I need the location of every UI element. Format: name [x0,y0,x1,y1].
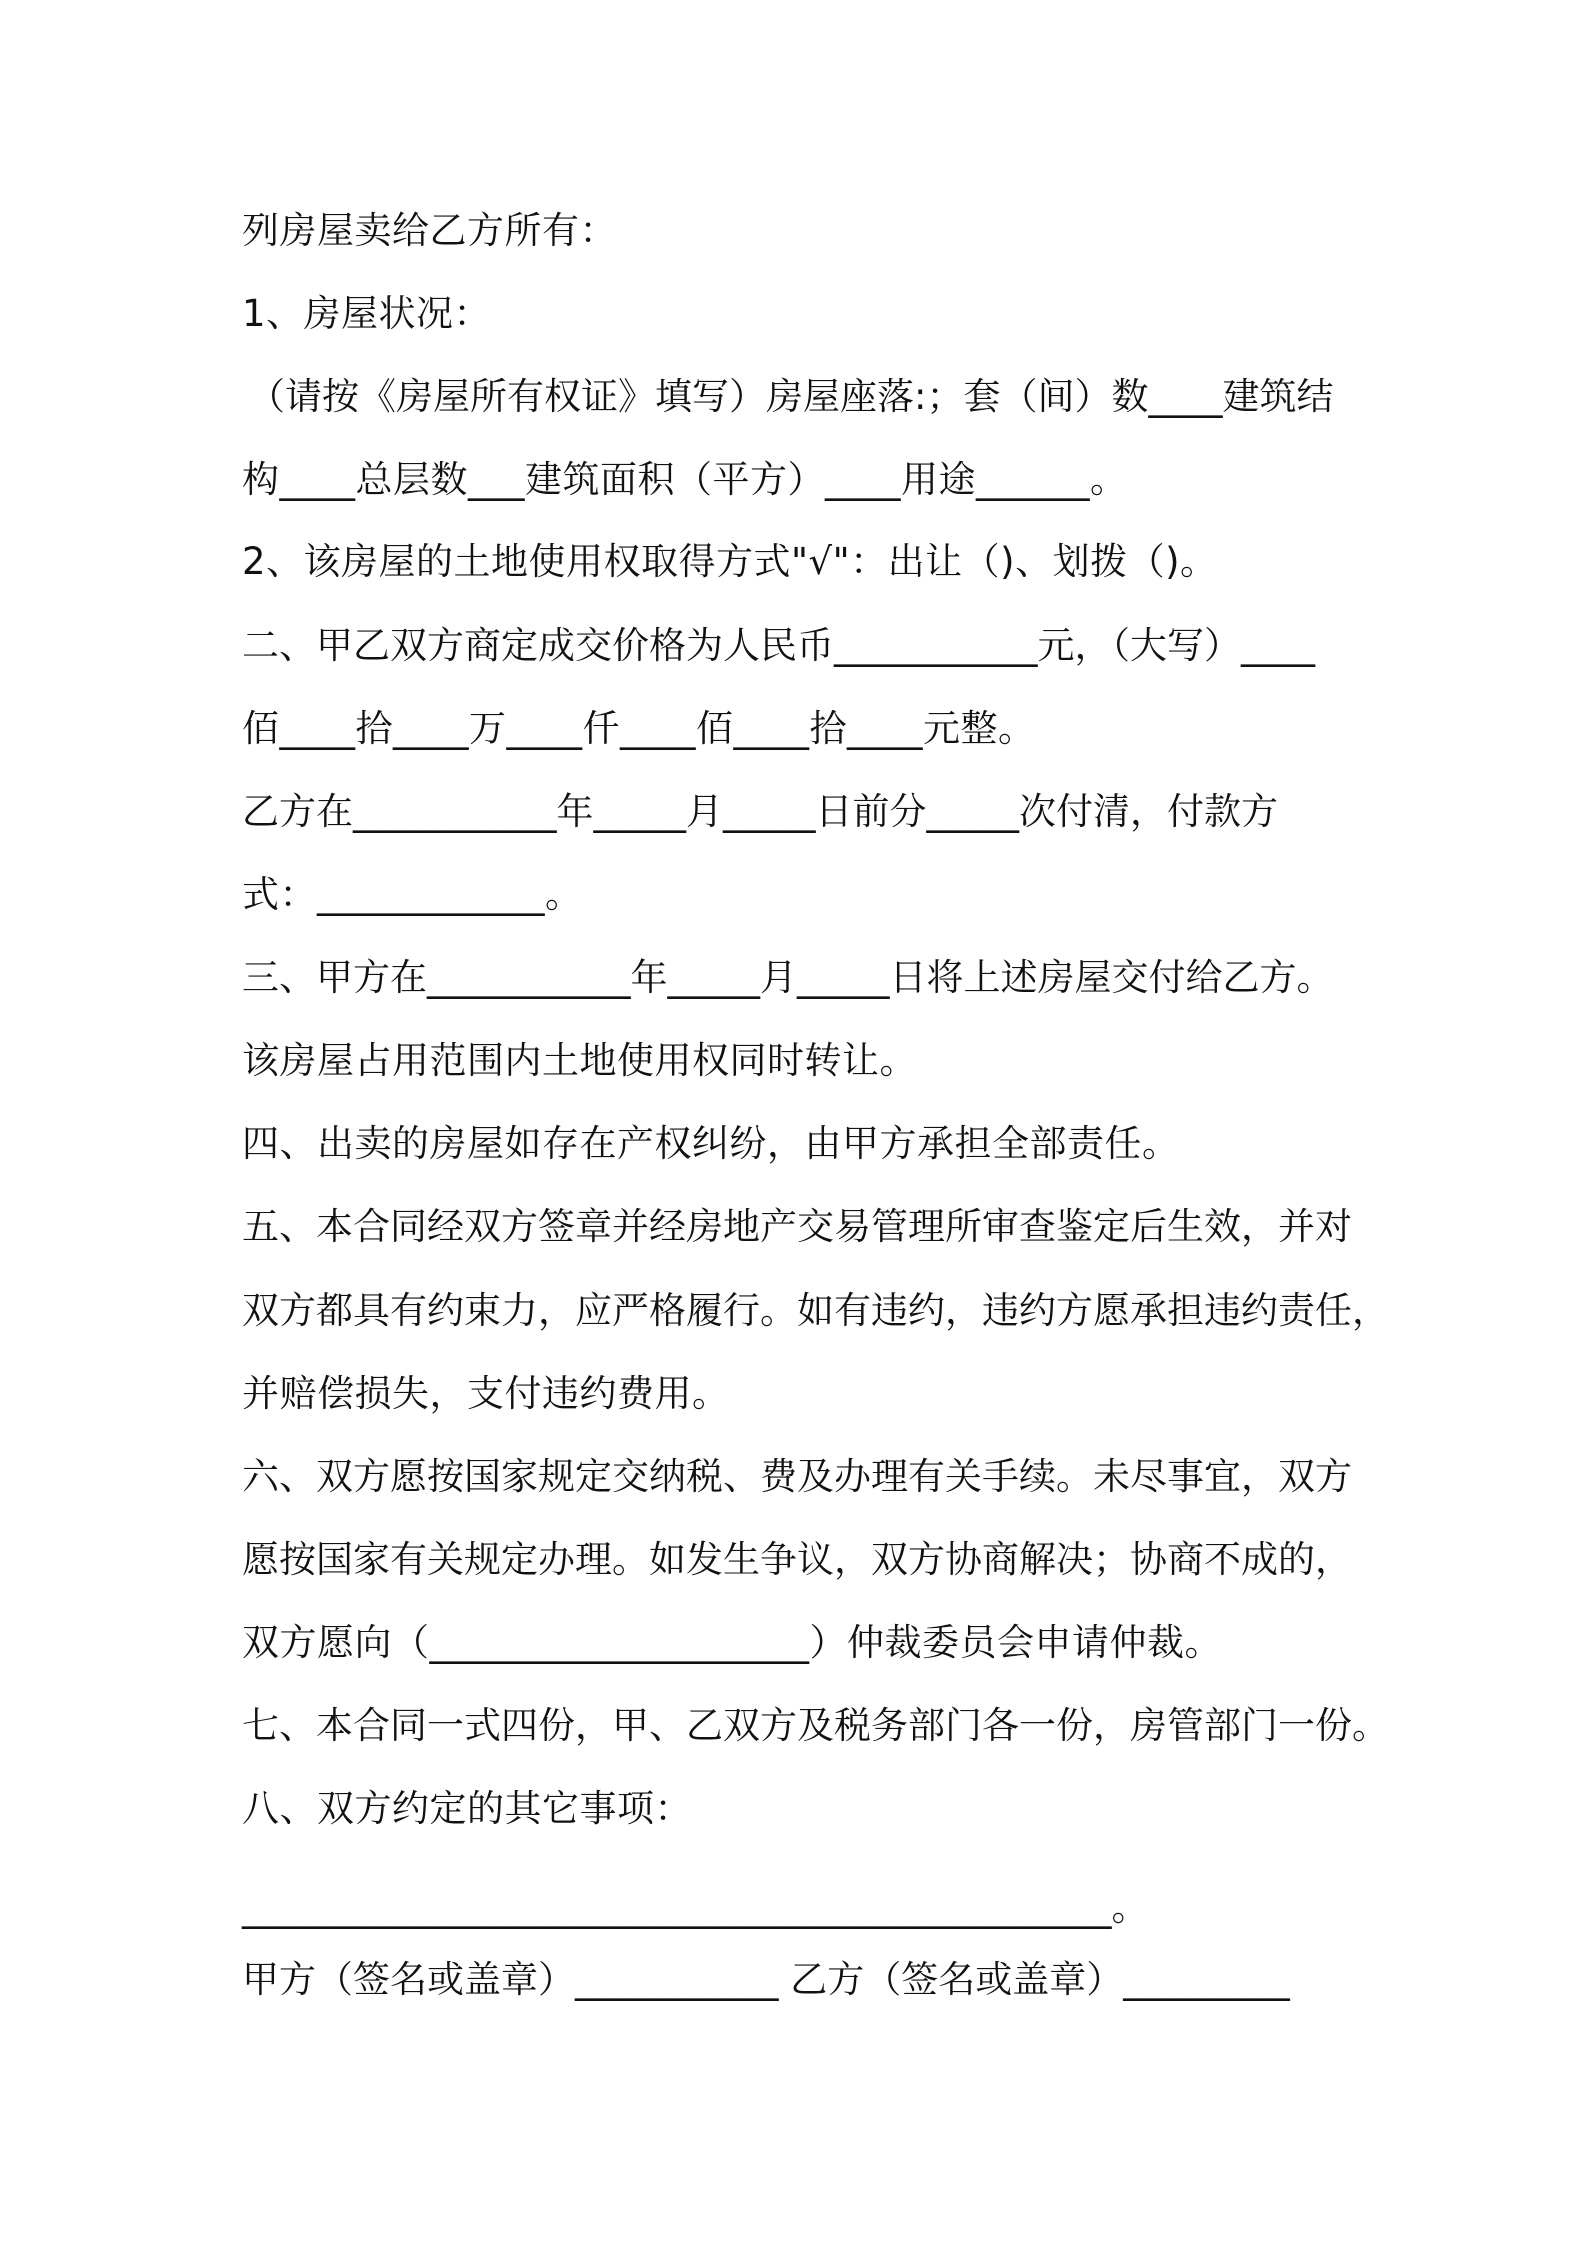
paragraph-line: 双方愿向（____________________）仲裁委员会申请仲裁。 [242,1621,1222,1664]
paragraph-line: 五、本合同经双方签章并经房地产交易管理所审查鉴定后生效，并对 [242,1205,1352,1248]
paragraph-line: 列房屋卖给乙方所有： [242,209,617,252]
paragraph-line: 2、该房屋的土地使用权取得方式"√"：出让（)、划拨（)。 [242,540,1218,583]
paragraph-line: 该房屋占用范围内土地使用权同时转让。 [242,1039,917,1082]
paragraph-line: 六、双方愿按国家规定交纳税、费及办理有关手续。未尽事宜，双方 [242,1455,1352,1498]
paragraph-line: 式：____________。 [242,873,583,916]
signature-line: 甲方（签名或盖章）___________ 乙方（签名或盖章）_________ [242,1958,1290,2001]
paragraph-line: 双方都具有约束力，应严格履行。如有违约，违约方愿承担违约责任， [242,1289,1389,1332]
paragraph-line: 愿按国家有关规定办理。如发生争议，双方协商解决；协商不成的， [242,1538,1352,1581]
paragraph-line: 四、出卖的房屋如存在产权纠纷，由甲方承担全部责任。 [242,1122,1180,1165]
paragraph-line: 八、双方约定的其它事项： [242,1787,692,1830]
paragraph-line: 1、房屋状况： [242,292,492,335]
paragraph-line: 构____总层数___建筑面积（平方）____用途______。 [242,458,1128,501]
paragraph-line: 三、甲方在___________年_____月_____日将上述房屋交付给乙方。 [242,956,1334,999]
paragraph-line: 二、甲乙双方商定成交价格为人民币___________元，（大写）____ [242,624,1315,667]
paragraph-line: （请按《房屋所有权证》填写）房屋座落:；套（间）数____建筑结 [248,375,1334,418]
paragraph-line: 并赔偿损失，支付违约费用。 [242,1372,730,1415]
paragraph-line: 乙方在___________年_____月_____日前分_____次付清，付款方 [242,790,1278,833]
blank-fill-line: _______________________________________________。 [242,1886,1149,1929]
paragraph-line: 佰____拾____万____仟____佰____拾____元整。 [242,707,1036,750]
paragraph-line: 七、本合同一式四份，甲、乙双方及税务部门各一份，房管部门一份。 [242,1704,1389,1747]
